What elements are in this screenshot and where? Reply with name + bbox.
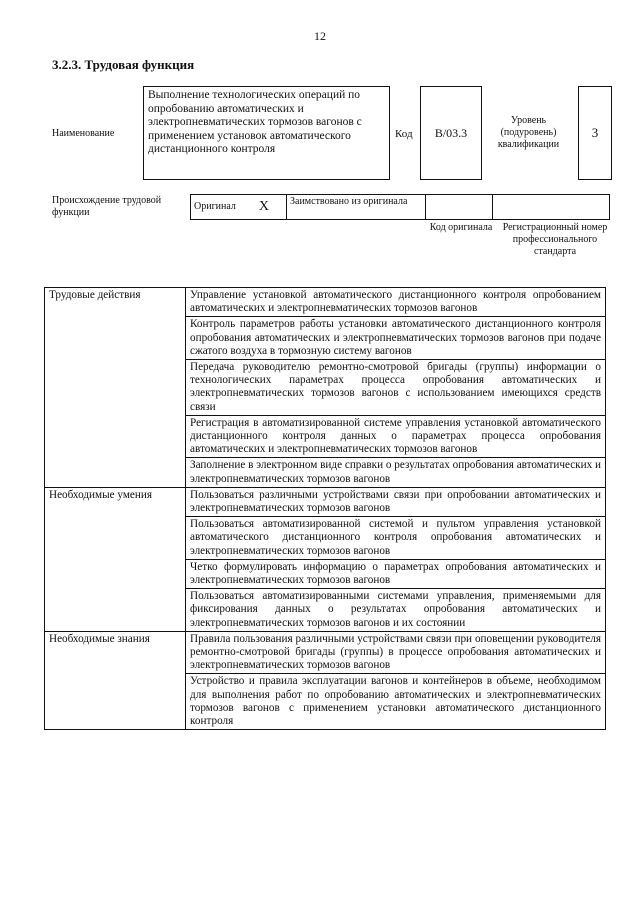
code-original-caption: Код оригинала <box>429 222 493 233</box>
table-row <box>45 487 606 516</box>
table-cell: Пользоваться автоматизированной системой и пультом управления установкой автоматического дистанционного контроля опробования автоматических и электропневматических тормозов вагонов <box>186 517 606 560</box>
table-cell: Регистрация в автоматизированной системе управления установкой автоматического дистанционного контроля данных о параметрах процесса опробования автоматических и электропневматических тормозов вагонов <box>186 415 606 458</box>
origin-label: Происхождение трудовой функции <box>52 195 162 218</box>
category-cell: Необходимые знания <box>45 631 186 729</box>
table-cell: Передача руководителю ремонтно-смотровой бригады (группы) информации о технологических параметрах процесса опробования автоматических и электропневматических тормозов вагонов с использованием имеющихся средств связи <box>186 360 606 416</box>
code-label: Код <box>395 128 413 140</box>
table-cell: Устройство и правила эксплуатации вагонов и контейнеров в объеме, необходимом для выполнения работ по опробованию автоматических и электропневматических тормозов вагонов с применением установки автоматического дистанционного контроля <box>186 674 606 730</box>
borrowed-cell: Заимствовано из оригинала <box>286 194 426 220</box>
level-value-box: 3 <box>578 86 612 180</box>
code-original-cell <box>425 194 493 220</box>
origin-row <box>190 194 610 220</box>
table-cell: Управление установкой автоматического дистанционного контроля опробованием автоматических и электропневматических тормозов вагонов <box>186 288 606 317</box>
original-label: Оригинал <box>194 201 236 212</box>
table-cell: Пользоваться автоматизированными системами управления, применяемыми для фиксирования данных о результатах опробования автоматических и электропневматических тормозов вагонов и их состоянии <box>186 589 606 632</box>
category-cell: Трудовые действия <box>45 288 186 488</box>
table-cell: Контроль параметров работы установки автоматического дистанционного контроля опробования автоматических и электропневматических тормозов вагонов при подаче сжатого воздуха в тормозную систему вагонов <box>186 317 606 360</box>
table-cell: Четко формулировать информацию о параметрах опробования автоматических и электропневматических тормозов вагонов <box>186 559 606 588</box>
page-number: 12 <box>314 29 326 43</box>
reg-number-caption: Регистрационный номер профессионального стандарта <box>502 222 608 257</box>
table-cell: Правила пользования различными устройствами связи при оповещении руководителя ремонтно-смотровой бригады (группы) в процессе опробования автоматических и электропневматических тормозов вагонов <box>186 631 606 674</box>
name-label: Наименование <box>52 128 115 139</box>
level-label: Уровень (подуровень) квалификации <box>497 115 560 150</box>
table-row <box>45 288 606 317</box>
table-row <box>45 631 606 674</box>
category-cell: Необходимые умения <box>45 487 186 631</box>
code-value-box: B/03.3 <box>420 86 482 180</box>
table-cell: Заполнение в электронном виде справки о результатах опробования автоматических и электропневматических тормозов вагонов <box>186 458 606 487</box>
function-details-table <box>44 287 606 730</box>
reg-number-cell <box>492 194 610 220</box>
original-cell <box>190 194 287 220</box>
table-cell: Пользоваться различными устройствами связи при опробовании автоматических и электропневматических тормозов вагонов <box>186 487 606 516</box>
section-title: 3.2.3. Трудовая функция <box>52 57 195 72</box>
original-mark: X <box>258 199 269 214</box>
function-name-box: Выполнение технологических операций по опробованию автоматических и электропневматических тормозов вагонов с применением установок автоматического дистанционного контроля <box>143 86 390 180</box>
